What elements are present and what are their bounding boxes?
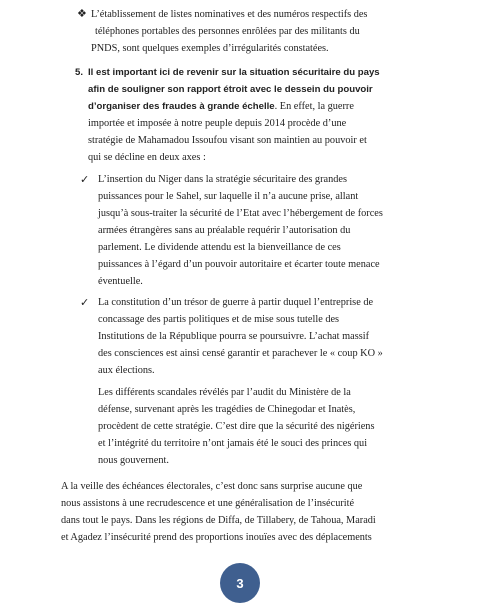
- text-line: téléphones portables des personnes enrôlées par des militants du: [95, 26, 360, 37]
- text-line: concassage des partis politiques et de mise sous tutelle des: [98, 314, 340, 325]
- text-line: défense, survenant après les tragédies de Chinegodar et Inatès,: [98, 404, 356, 415]
- text-line: A la veille des échéances électorales, c’est donc sans surprise aucune que: [61, 481, 363, 492]
- text: . En effet, la guerre: [274, 101, 354, 112]
- text-line: stratégie de Mahamadou Issoufou visant son maintien au pouvoir et: [88, 135, 367, 146]
- check-bullet-icon: ✓: [80, 174, 90, 186]
- text-line: L’insertion du Niger dans la stratégie sécuritaire des grandes: [98, 174, 347, 185]
- text-line: Les différents scandales révélés par l’audit du Ministère de la: [98, 387, 351, 398]
- bold-text-line: Il est important ici de revenir sur la situation sécuritaire du pays: [88, 67, 380, 78]
- text-line: armées étrangères sans au préalable requérir l’autorisation du: [98, 225, 351, 236]
- text-line: puissances pour le Sahel, sur laquelle il n’a aucune prise, allant: [98, 191, 359, 202]
- bold-text-line: afin de souligner son rapport étroit avec le dessein du pouvoir: [88, 84, 373, 95]
- text-line: parlement. Le dividende attendu est la bienveillance de ces: [98, 242, 341, 253]
- text-line: importée et imposée à notre peuple depuis 2014 procède d’une: [88, 118, 347, 129]
- page-number-badge: [220, 563, 260, 603]
- text-line: qui se décline en deux axes :: [88, 152, 206, 163]
- text-line: éventuelle.: [98, 276, 143, 287]
- text-line: des consciences est ainsi censé garantir et parachever le « coup KO »: [98, 348, 383, 359]
- text-line: [88, 98, 418, 115]
- text-line: PNDS, sont quelques exemples d’irrégularités constatées.: [91, 43, 329, 54]
- text-line: dans tout le pays. Dans les régions de Diffa, de Tillabery, de Tahoua, Maradi: [61, 515, 376, 526]
- text-line: nous assistons à une recrudescence et une généralisation de l’insécurité: [61, 498, 355, 509]
- diamond-bullet-icon: ❖: [77, 8, 87, 20]
- point5-paragraph: [88, 64, 418, 166]
- text-line: nous gouvernent.: [98, 455, 169, 466]
- page-number: 3: [236, 575, 244, 591]
- text-line: L’établissement de listes nominatives et des numéros respectifs des: [91, 9, 368, 20]
- text-line: La constitution d’un trésor de guerre à partir duquel l’entreprise de: [98, 297, 374, 308]
- text-line: Institutions de la République pourra se poursuivre. L’achat massif: [98, 331, 369, 342]
- axis1-paragraph: [98, 171, 424, 290]
- bold-text: d’organiser des fraudes à grande échelle: [88, 101, 275, 112]
- top-bullet-paragraph: [91, 6, 402, 57]
- item-number: 5.: [75, 67, 84, 78]
- closing-paragraph: [61, 478, 421, 546]
- check-bullet-icon: ✓: [80, 297, 90, 309]
- text-line: et Agadez l’insécurité prend des proportions inouïes avec des déplacements: [61, 532, 372, 543]
- text-line: aux élections.: [98, 365, 155, 376]
- text-line: et l’intégrité du territoire n’ont jamais été le souci des princes qui: [98, 438, 368, 449]
- axis2-paragraph: [98, 294, 424, 379]
- text-line: procèdent de cette stratégie. C’est dire que la sécurité des nigériens: [98, 421, 375, 432]
- text-line: puissances à l’égard d’un pouvoir autoritaire et écarter toute menace: [98, 259, 380, 270]
- text-line: jusqu’à sous-traiter la sécurité de l’Etat avec l’hébergement de forces: [98, 208, 383, 219]
- scandals-paragraph: [98, 384, 424, 469]
